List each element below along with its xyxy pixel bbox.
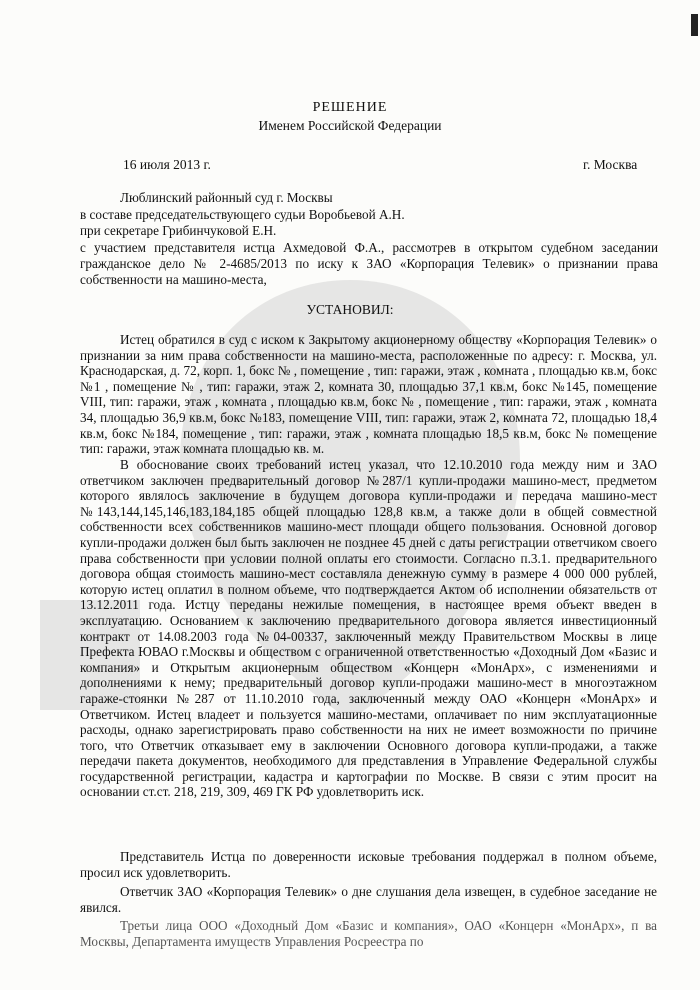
- court-composition: в составе председательствующего судьи Воробьевой А.Н.: [80, 207, 405, 222]
- court-secretary: при секретаре Грибинчуковой Е.Н.: [80, 223, 277, 238]
- paragraph-claim: Истец обратился в суд с иском к Закрытому акционерному обществу «Корпорация Телевик» о признании за ним права собственности на машино-места, расположенные по адресу: г. Москва, ул. Краснодарская, д. 72, корп. 1, бокс № , помещение , тип: гаражи, этаж , комната , площадью кв.м, бокс №1 , помещение № , тип: гаражи, этаж 2, комната 30, площадью 37,1 кв.м, бокс №145, помещение VIII, тип: гаражи, этаж , комната , площадью кв.м, бокс № , помещение , тип: гаражи, этаж , комната 34, площадью 36,9 кв.м, бокс №183, помещение VIII, тип: гаражи, этаж 2, комната 72, площадью 18,4 кв.м, бокс №184, помещение , тип: гаражи, этаж , комната площадью 18,5 кв.м, бокс № помещение тип: гаражи, этаж комната площадью кв. м.: [80, 332, 657, 457]
- paragraph-representative: Представитель Истца по доверенности исковые требования поддержал в полном объеме, просил иск удовлетворить.: [80, 849, 657, 880]
- decision-city: г. Москва: [583, 157, 638, 172]
- document-title: РЕШЕНИЕ: [312, 100, 388, 115]
- edge-mark: [691, 14, 698, 36]
- court-name: Люблинский районный суд г. Москвы: [120, 190, 333, 205]
- paragraph-defendant: Ответчик ЗАО «Корпорация Телевик» о дне слушания дела извещен, в судебное заседание не явился.: [80, 884, 657, 915]
- document-subtitle: Именем Российской Федерации: [258, 118, 442, 133]
- paragraph-third-parties: Третьи лица ООО «Доходный Дом «Базис и компания», ОАО «Концерн «МонАрх», п ва Москвы, Департамента имуществ Управления Росреестра по: [80, 918, 657, 949]
- paragraph-grounds: В обоснование своих требований истец указал, что 12.10.2010 года между ним и ЗАО ответчиком заключен предварительный договор №287/1 купли-продажи машино-мест, предметом которого являлось заключение в будущем договора купли-продажи и передача машино-мест №143,144,145,146,183,184,185 общей площадью 128,8 кв.м, а также доли в общей совместной собственности всех собственников машино-мест площади общего пользования. Основной договор купли-продажи должен был быть заключен не позднее 45 дней с даты регистрации ответчиком своего права собственности при условии полной оплаты его стоимости. Согласно п.3.1. предварительного договора общая стоимость машино-мест составляла денежную сумму в размере 4 000 000 рублей, которую истец оплатил в полном объеме, что подтверждается Актом об исполнении обязательств от 13.12.2011 года. Истцу переданы нежилые помещения, в настоящее время объект введен в эксплуатацию. Основанием к заключению предварительного договора является инвестиционный контракт от 14.08.2003 года №04-00337, заключенный между Правительством Москвы в лице Префекта ЮВАО г.Москвы и обществом с ограниченной ответственностью «Доходный Дом «Базис и компания» и Открытым акционерным обществом «Концерн «МонАрх», с изменениями и дополнениями к нему; предварительный договор купли-продажи машино-мест в многоэтажном гараже-стоянки №287 от 11.10.2010 года, заключенный между ОАО «Концерн «МонАрх» и Ответчиком. Истец владеет и пользуется машино-местами, оплачивает по ним эксплуатационные расходы, однако зарегистрировать право собственности на них не имеет возможности по причине того, что Ответчик отказывает ему в заключении Основного договора купли-продажи, а также передачи пакета документов, необходимого для представления в Управление Федеральной службы государственной регистрации, кадастра и картографии по Москве. В связи с этим просит на основании ст.ст. 218, 219, 309, 469 ГК РФ удовлетворить иск.: [80, 457, 657, 800]
- decision-date: 16 июля 2013 г.: [123, 157, 211, 172]
- participation-text: с участием представителя истца Ахмедовой Ф.А., рассмотрев в открытом судебном заседании гражданское дело № 2-4685/2013 по иску к ЗАО «Корпорация Телевик» о признании права собственности на машино-места,: [80, 240, 658, 287]
- established-heading: УСТАНОВИЛ:: [306, 302, 394, 317]
